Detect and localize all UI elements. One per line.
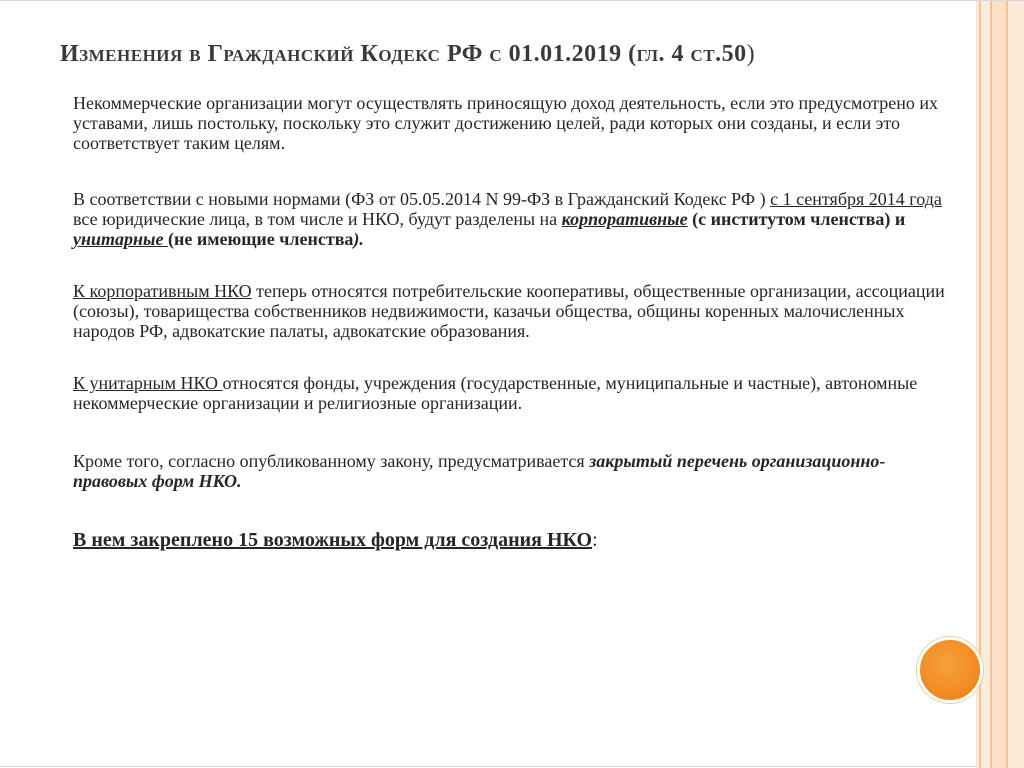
paragraph-unitary-nko: К унитарным НКО относятся фонды, учреждения (государственные, муниципальные и частные), автономные некоммерческие организации и религиозные организации. xyxy=(73,373,918,413)
unitary-nko-label: К унитарным НКО xyxy=(73,373,223,393)
paragraph-fifteen-forms: В нем закреплено 15 возможных форм для создания НКО: xyxy=(73,529,598,551)
corporate-term: корпоративные xyxy=(561,209,688,229)
closed-list-emphasis: закрытый перечень организационно-правовых форм НКО. xyxy=(73,451,886,491)
orange-circle-decoration xyxy=(917,637,983,703)
paragraph-corporate-nko: К корпоративным НКО теперь относятся потребительские кооперативы, общественные организации, ассоциации (союзы), товарищества собственников недвижимости, казачьи общества, общины коренных малочисленных народов РФ, адвокатские палаты, адвокатские образования. xyxy=(73,281,945,341)
corporate-nko-label: К корпоративным НКО xyxy=(73,281,252,301)
date-highlight: с 1 сентября 2014 года xyxy=(770,189,942,209)
paragraph-new-norms: В соответствии с новыми нормами (ФЗ от 05.05.2014 N 99-ФЗ в Гражданский Кодекс РФ ) с 1 сентября 2014 года все юридические лица, в том числе и НКО, будут разделены на корпоративные (с институтом членства) и унитарные (не имеющие членства). xyxy=(73,189,942,249)
slide-title: Изменения в Гражданский Кодекс РФ с 01.01.2019 (гл. 4 ст.50) xyxy=(60,41,756,67)
unitary-term: унитарные xyxy=(73,229,168,249)
decorative-edge-stripes xyxy=(976,1,1024,768)
paragraph-income-activity: Некоммерческие организации могут осуществлять приносящую доход деятельность, если это предусмотрено их уставами, лишь постольку, поскольку это служит достижению целей, ради которых они созданы, и если это соответствует таким целям. xyxy=(73,93,939,153)
paragraph-closed-list: Кроме того, согласно опубликованному закону, предусматривается закрытый перечень организационно-правовых форм НКО. xyxy=(73,451,886,491)
